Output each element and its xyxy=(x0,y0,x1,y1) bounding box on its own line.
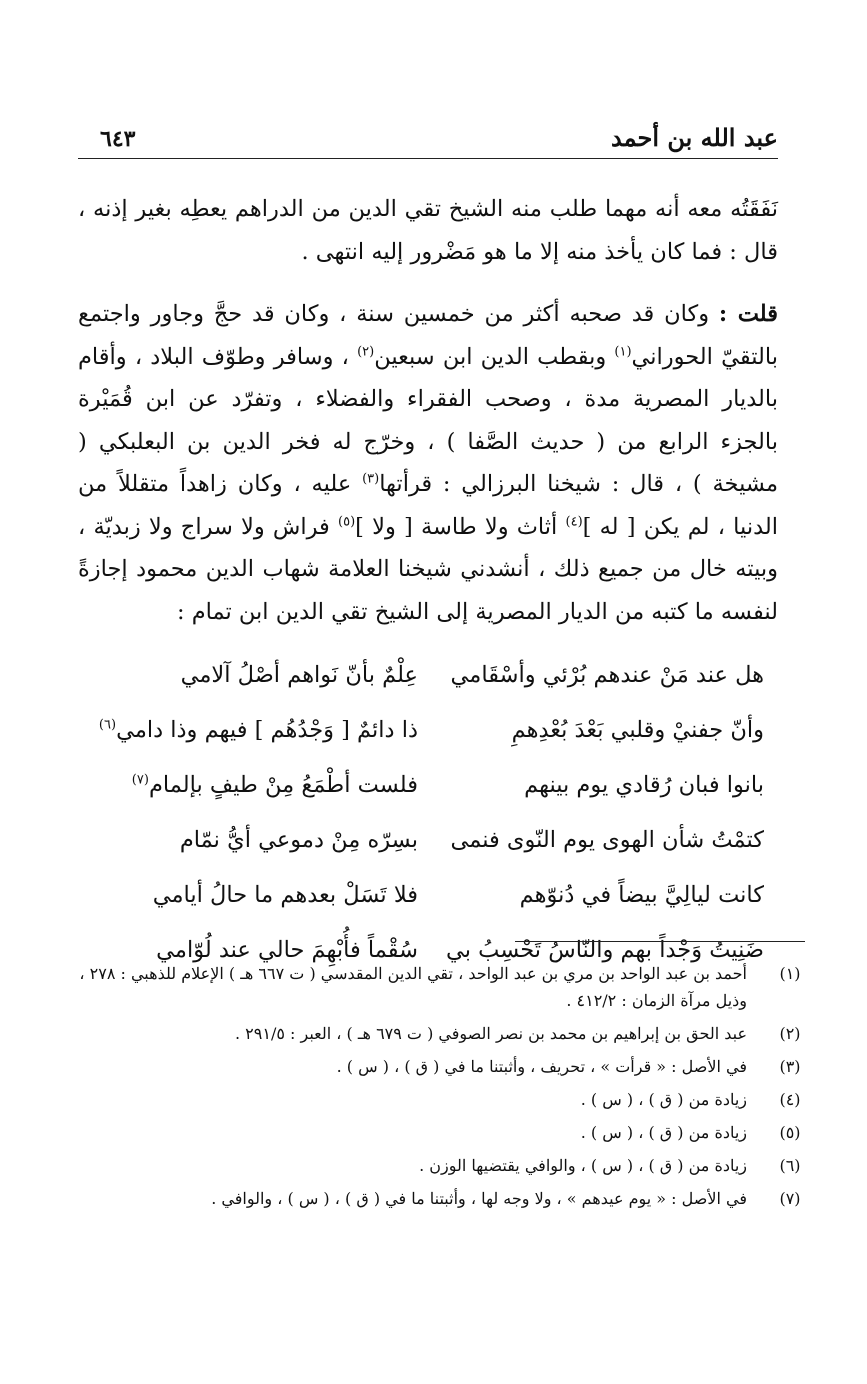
verse-first-hemistich: ضَنِيتُ وَجْداً بهم والنّاسُ تَحْسِبُ بي xyxy=(445,937,764,963)
poem xyxy=(78,662,778,992)
footnote-item xyxy=(60,1053,805,1080)
page-header xyxy=(78,118,778,159)
footnote-ref-2: (٢) xyxy=(357,344,375,359)
footnote-text: زيادة من ( ق ) ، ( س ) . xyxy=(580,1090,747,1109)
paragraph-lead: قلت : xyxy=(718,301,778,327)
text-segment: عليه ، وكان زاهداً متقللاً من الدنيا ، لم يكن [ له ] xyxy=(78,471,779,540)
verse-first-hemistich: هل عند مَنْ عندهم بُرْئي وأسْقَامي xyxy=(450,662,764,688)
footnote-number: (١) xyxy=(779,964,801,983)
footnote-text: عبد الحق بن إبراهيم بن محمد بن نصر الصوفي ( ت ٦٧٩ هـ ) ، العبر : ٢٩١/٥ . xyxy=(234,1024,747,1043)
text-segment: ، وسافر وطوّف البلاد ، وأقام بالديار المصرية مدة ، وصحب الفقراء والفضلاء ، وتفرّد عن ابن قُمَيْرة بالجزء الرابع من ( حديث الصَّفا ) ، وخرّج له فخر الدين بن البعلبكي ( مشيخة ) ، قال : شيخنا البرزالي : قرأتها xyxy=(78,343,778,497)
footnote-number: (٦) xyxy=(779,1156,801,1175)
footnote-ref-4: (٤) xyxy=(565,514,583,529)
footnote-ref-1: (١) xyxy=(614,344,632,359)
verse-first-hemistich: كانت ليالِيَّ بيضاً في دُنوّهم xyxy=(519,882,764,908)
verse-second-hemistich xyxy=(132,772,418,798)
hemistich-text: سُقْماً فأُبْهِمَ حالي عند لُوّامي xyxy=(156,937,418,963)
footnote-item xyxy=(60,1152,805,1179)
footnote-text: زيادة من ( ق ) ، ( س ) . xyxy=(580,1123,747,1142)
footnote-text: أحمد بن عبد الواحد بن مري بن عبد الواحد ، تقي الدين المقدسي ( ت ٦٦٧ هـ ) الإعلام للذهبي : ٢٧٨ ، وذيل مرآة الزمان : ٤١٢/٢ . xyxy=(79,964,747,1010)
footnote-text: زيادة من ( ق ) ، ( س ) ، والوافي يقتضيها الوزن . xyxy=(419,1156,747,1175)
footnote-item xyxy=(60,1086,805,1113)
footnote-text: في الأصل : « قرأت » ، تحريف ، وأثبتنا ما في ( ق ) ، ( س ) . xyxy=(336,1057,747,1076)
footnote-ref-5: (٥) xyxy=(338,514,356,529)
footnote-ref-3: (٣) xyxy=(362,471,380,487)
hemistich-text: عِلْمٌ بأنّ نَواهم أصْلُ آلامي xyxy=(180,662,418,688)
text-segment: فراش ولا سراج ولا زبديّة ، وبيته خال من جميع ذلك ، أنشدني شيخنا العلامة شهاب الدين محمود إجازةً لنفسه ما كتبه من الديار المصرية إلى الشيخ تقي الدين ابن تمام : xyxy=(78,513,778,625)
paragraph-2 xyxy=(78,293,778,633)
paragraph-1: نَفَقَتُه معه أنه مهما طلب منه الشيخ تقي الدين من الدراهم يعطِه بغير إذنه ، قال : فما كان يأخذ منه إلا ما هو مَضْرور إليه انتهى . xyxy=(78,196,778,265)
footnote-item xyxy=(60,960,805,1014)
verse-second-hemistich xyxy=(180,827,418,853)
footnote-number: (٥) xyxy=(779,1123,801,1142)
footnote-item xyxy=(60,1185,805,1212)
poem-verse xyxy=(78,882,778,937)
running-title: عبد الله بن أحمد xyxy=(611,123,778,152)
text-segment: أثاث ولا طاسة [ ولا ] xyxy=(355,513,566,540)
footnote-separator xyxy=(515,941,805,942)
poem-verse xyxy=(78,717,778,772)
verse-second-hemistich xyxy=(181,662,418,688)
footnotes xyxy=(60,960,805,1218)
footnote-text: في الأصل : « يوم عيدهم » ، ولا وجه لها ، وأثبتنا ما في ( ق ) ، ( س ) ، والوافي . xyxy=(211,1189,747,1208)
footnote-ref-6: (٦) xyxy=(98,717,117,733)
verse-first-hemistich: كتمْتُ شأن الهوى يوم النّوى فنمى xyxy=(450,827,764,853)
verse-second-hemistich xyxy=(99,717,418,743)
hemistich-text: بسِرّه مِنْ دموعي أيُّ نمّام xyxy=(179,827,418,853)
verse-first-hemistich: وأنّ جفنيْ وقلبي بَعْدَ بُعْدِهمِ xyxy=(511,717,764,743)
hemistich-text: فلست أطْمَعُ مِنْ طيفٍ بإلمام xyxy=(148,772,418,798)
footnote-number: (٣) xyxy=(779,1057,801,1076)
footnote-number: (٧) xyxy=(779,1189,801,1208)
verse-second-hemistich xyxy=(153,882,418,908)
footnote-item xyxy=(60,1119,805,1146)
hemistich-text: ذا دائمٌ [ وَجْدُهُم ] فيهم وذا دامي xyxy=(116,717,418,743)
poem-verse xyxy=(78,662,778,717)
footnote-number: (٢) xyxy=(779,1024,801,1043)
text-segment: وكان قد صحبه أكثر من خمسين سنة ، وكان قد حجَّ وجاور واجتمع بالتقيّ الحوراني xyxy=(78,301,778,370)
hemistich-text: فلا تَسَلْ بعدهم ما حالُ أيامي xyxy=(152,882,418,908)
verse-first-hemistich: بانوا فبان رُقادي يوم بينهم xyxy=(524,772,764,798)
footnote-ref-7: (٧) xyxy=(131,772,149,788)
main-text xyxy=(78,188,778,633)
poem-verse xyxy=(78,772,778,827)
footnote-item xyxy=(60,1020,805,1047)
poem-verse xyxy=(78,827,778,882)
page-number: ٦٤٣ xyxy=(100,126,136,152)
text-segment: وبقطب الدين ابن سبعين xyxy=(374,343,615,370)
footnote-number: (٤) xyxy=(779,1090,801,1109)
